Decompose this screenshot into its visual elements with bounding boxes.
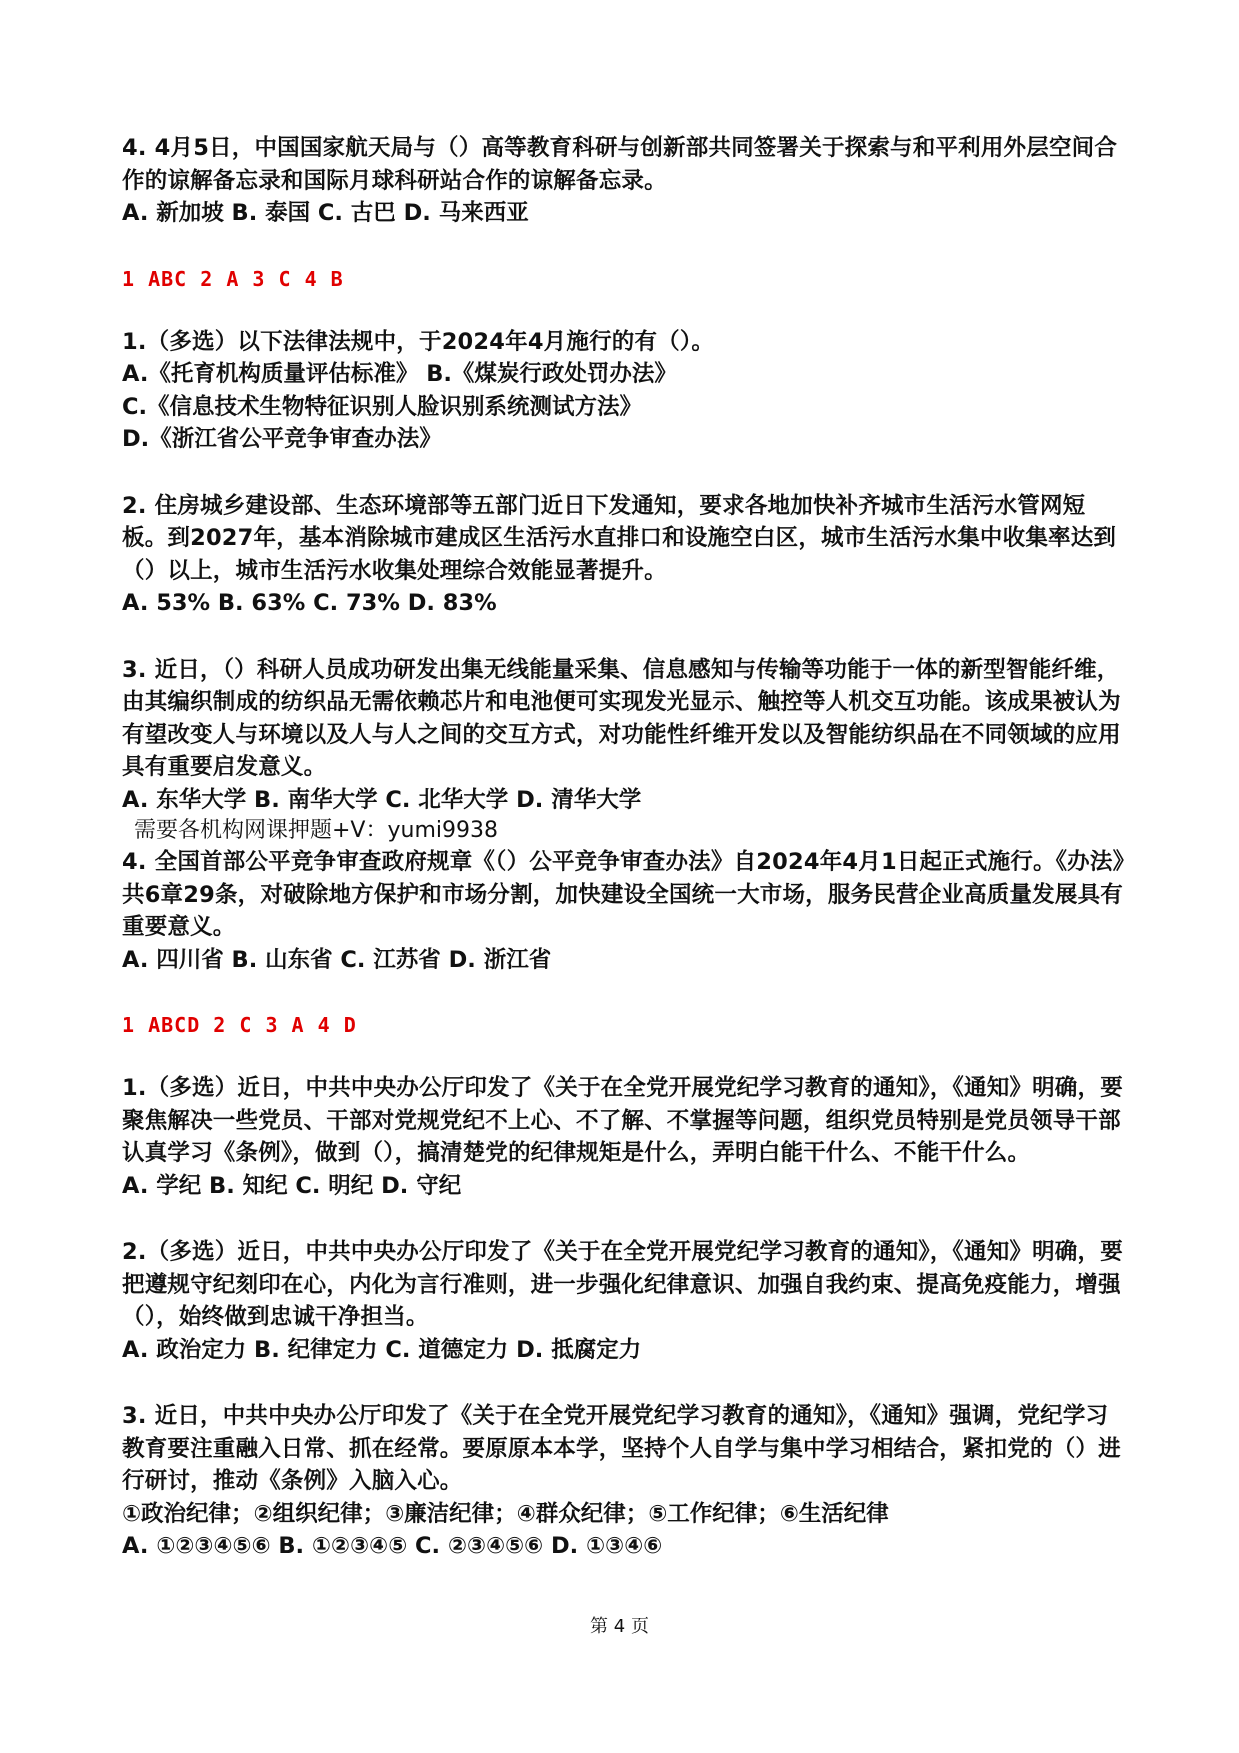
question-option: D.《浙江省公平竞争审查办法》: [122, 426, 442, 452]
question-options: A. ①②③④⑤⑥ B. ①②③④⑤ C. ②③④⑤⑥ D. ①③④⑥: [122, 1533, 663, 1559]
question-text: 4. 全国首部公平竞争审查政府规章《（）公平竞争审查办法》自2024年4月1日起正式施行。《办法》共6章29条，对破除地方保护和市场分割，加快建设全国统一大市场，服务民营企业高质量发展具有重要意义。: [122, 849, 1125, 940]
answer-key: 1 ABC 2 A 3 C 4 B: [122, 266, 344, 291]
question-block: [122, 490, 1129, 620]
question-text: 2.（多选）近日，中共中央办公厅印发了《关于在全党开展党纪学习教育的通知》，《通知》明确，要把遵规守纪刻印在心，内化为言行准则，进一步强化纪律意识、加强自我约束、提高免疫能力，增强（），始终做到忠诚干净担当。: [122, 1239, 1123, 1330]
question-options: A. 政治定力 B. 纪律定力 C. 道德定力 D. 抵腐定力: [122, 1336, 642, 1363]
question-block: [122, 654, 1129, 817]
promo-text: 需要各机构网课押题+V：yumi9938: [134, 818, 498, 843]
question-text: 3. 近日，（）科研人员成功研发出集无线能量采集、信息感知与传输等功能于一体的新型智能纤维，由其编织制成的纺织品无需依赖芯片和电池便可实现发光显示、触控等人机交互功能。该成果被认为有望改变人与环境以及人与人之间的交互方式，对功能性纤维开发以及智能纺织品在不同领域的应用具有重要启发意义。: [122, 656, 1121, 780]
question-block: [122, 1072, 1129, 1202]
question-option: C.《信息技术生物特征识别人脸识别系统测试方法》: [122, 393, 643, 420]
question-items: ①政治纪律；②组织纪律；③廉洁纪律；④群众纪律；⑤工作纪律；⑥生活纪律: [122, 1500, 889, 1527]
question-option: A.《托育机构质量评估标准》 B.《煤炭行政处罚办法》: [122, 361, 677, 387]
question-options: A. 四川省 B. 山东省 C. 江苏省 D. 浙江省: [122, 946, 552, 973]
question-options: A. 学纪 B. 知纪 C. 明纪 D. 守纪: [122, 1172, 462, 1199]
question-options: A. 53% B. 63% C. 73% D. 83%: [122, 590, 497, 616]
question-text: 3. 近日，中共中央办公厅印发了《关于在全党开展党纪学习教育的通知》，《通知》强调，党纪学习教育要注重融入日常、抓在经常。要原原本本学，坚持个人自学与集中学习相结合，紧扣党的（）进行研讨，推动《条例》入脑入心。: [122, 1403, 1121, 1494]
question-options: A. 东华大学 B. 南华大学 C. 北华大学 D. 清华大学: [122, 786, 642, 813]
question-block: [122, 1400, 1129, 1563]
question-text: 1.（多选）近日，中共中央办公厅印发了《关于在全党开展党纪学习教育的通知》，《通知》明确，要聚焦解决一些党员、干部对党规党纪不上心、不了解、不掌握等问题，组织党员特别是党员领导干部认真学习《条例》，做到（），搞清楚党的纪律规矩是什么，弄明白能干什么、不能干什么。: [122, 1075, 1123, 1166]
question-block: [122, 1236, 1129, 1366]
answer-key: 1 ABCD 2 C 3 A 4 D: [122, 1013, 357, 1037]
question-block: [122, 846, 1129, 976]
question-text: 4. 4月5日，中国国家航天局与（）高等教育科研与创新部共同签署关于探索与和平利用外层空间合作的谅解备忘录和国际月球科研站合作的谅解备忘录。: [122, 135, 1118, 194]
question-block: [122, 132, 1129, 230]
question-block: [122, 326, 1129, 456]
question-text: 2. 住房城乡建设部、生态环境部等五部门近日下发通知，要求各地加快补齐城市生活污水管网短板。到2027年，基本消除城市建成区生活污水直排口和设施空白区，城市生活污水集中收集率达到（）以上，城市生活污水收集处理综合效能显著提升。: [122, 492, 1117, 584]
question-text: 1.（多选）以下法律法规中，于2024年4月施行的有（）。: [122, 328, 715, 355]
page-number: 第 4 页: [590, 1616, 649, 1637]
question-options: A. 新加坡 B. 泰国 C. 古巴 D. 马来西亚: [122, 200, 529, 226]
